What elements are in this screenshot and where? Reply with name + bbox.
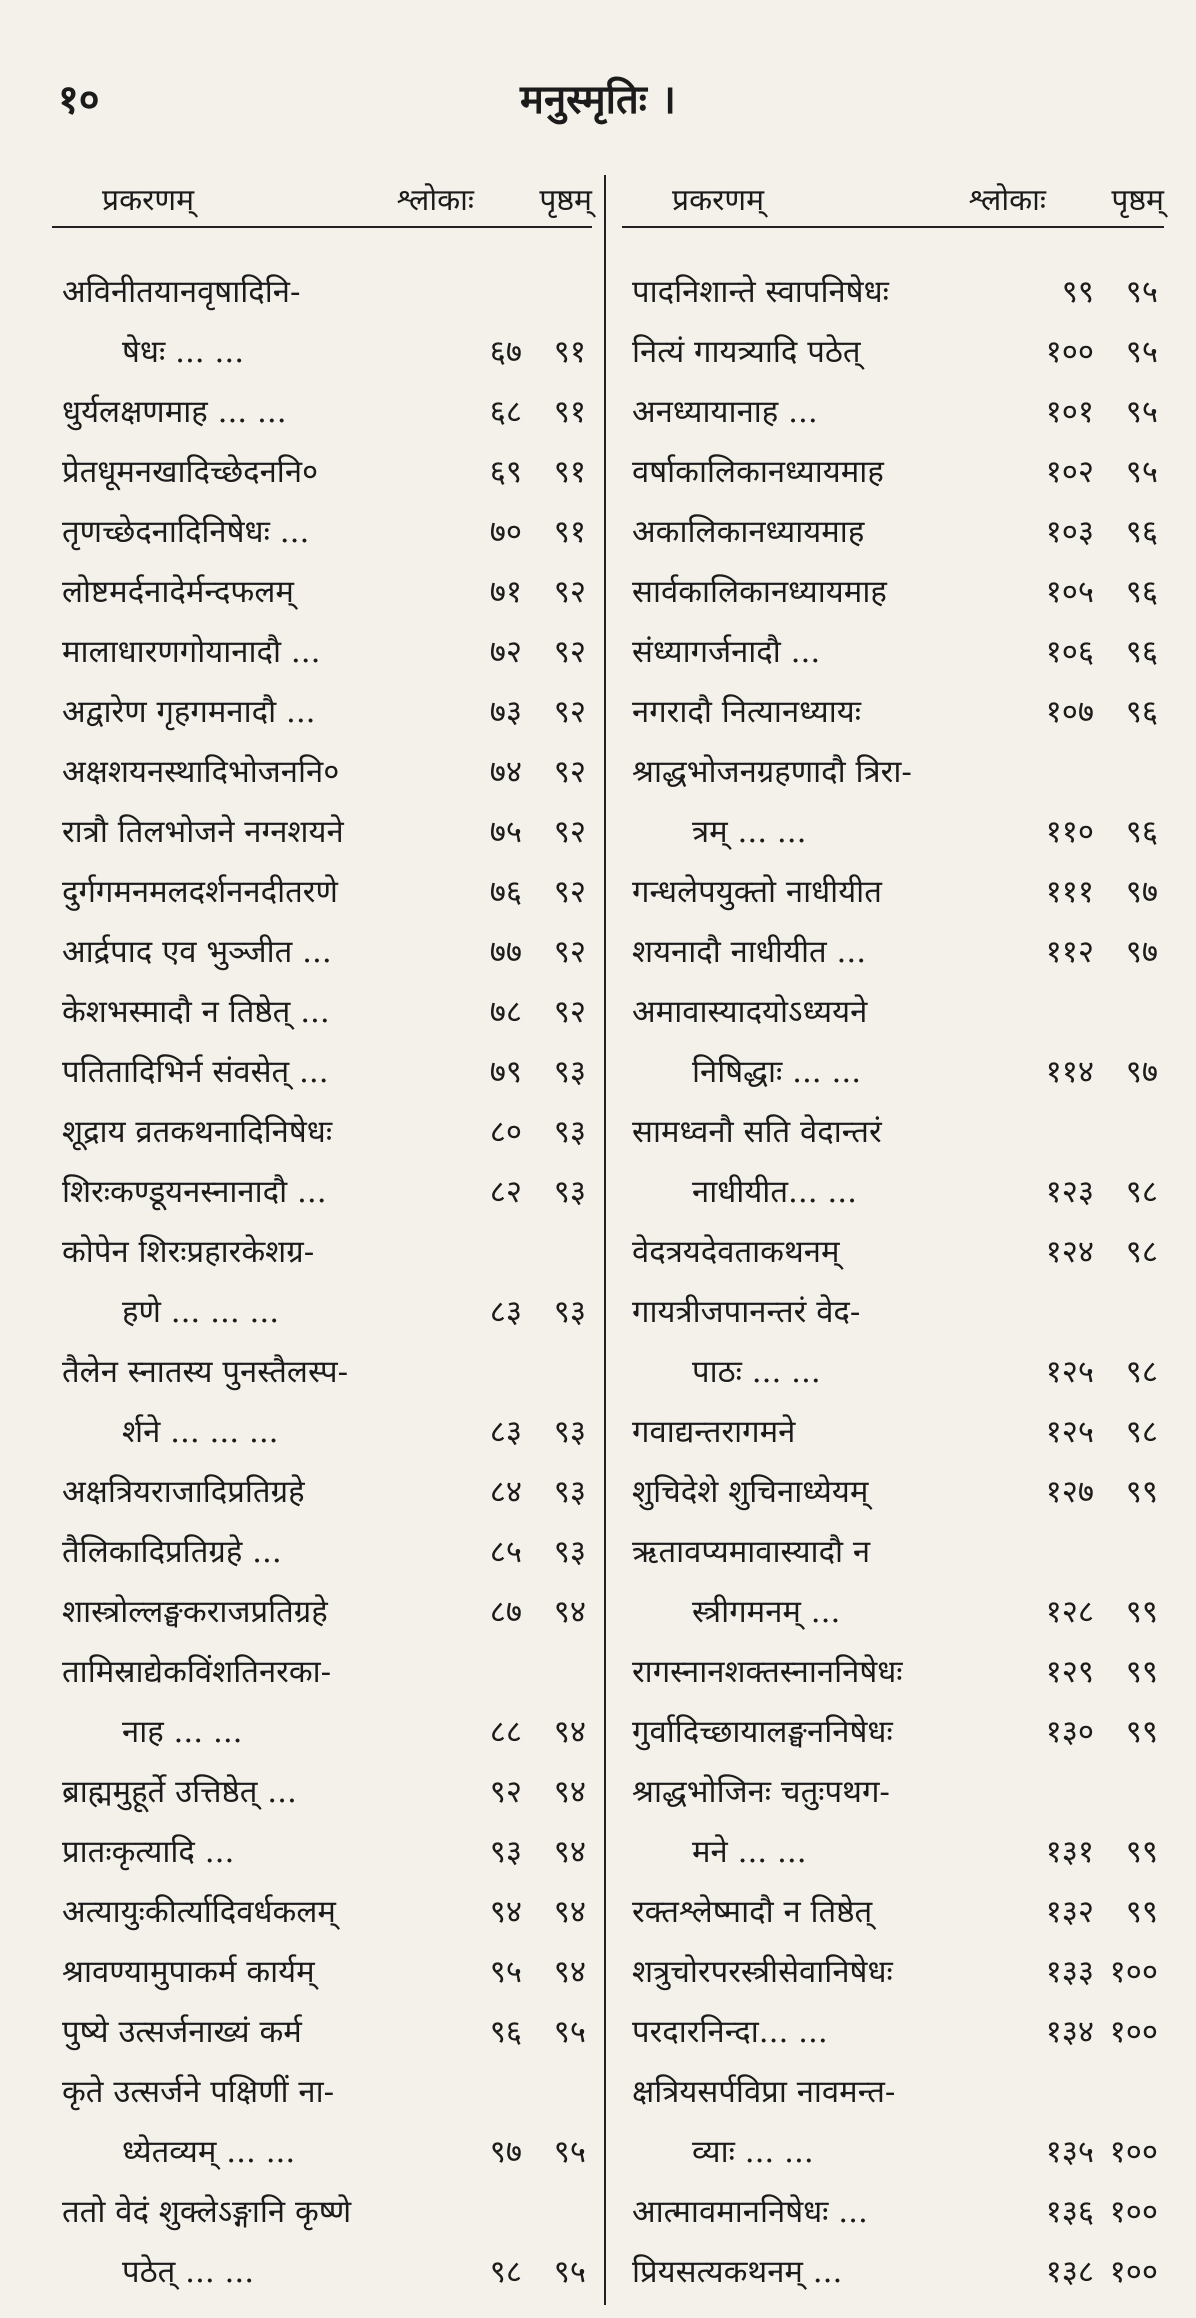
entry-page-number: ९२ [553,574,586,610]
index-entry-line [52,1340,592,1400]
entry-shloka-number: १०० [1045,334,1094,370]
entry-topic: आर्द्रपाद एव भुञ्जीत ... [62,934,332,970]
entry-page-number: ९४ [553,1594,586,1630]
index-entry-line [52,1580,592,1640]
index-entry-line [622,260,1164,320]
entry-page-number: ९२ [553,994,586,1030]
entry-page-number: ९६ [1125,574,1158,610]
entry-topic: त्रम् ... ... [692,814,807,850]
column-header [52,170,592,222]
entry-page-number: १०० [1109,2014,1158,2050]
entry-topic: शिरःकण्डूयनस्नानादौ ... [62,1174,327,1210]
index-entry-line [622,1940,1164,2000]
entry-page-number: ९४ [553,1834,586,1870]
entry-shloka-number: १०५ [1045,574,1094,610]
entry-topic: तैलेन स्नातस्य पुनस्तैलस्प- [62,1354,349,1390]
index-entry-line [622,1460,1164,1520]
entry-shloka-number: ६८ [489,394,522,430]
entry-topic: गुर्वादिच्छायालङ्घननिषेधः [632,1714,893,1750]
entry-page-number: ९७ [1125,874,1158,910]
index-entry-line [52,2120,592,2180]
column-header [622,170,1164,222]
entry-page-number: ९३ [553,1114,586,1150]
entry-topic: पठेत् ... ... [122,2254,255,2290]
entry-topic: आत्मावमाननिषेधः ... [632,2194,868,2230]
entry-page-number: १०० [1109,2134,1158,2170]
index-entry-line [622,1100,1164,1160]
entry-topic: ऋतावप्यमावास्यादौ न [632,1534,871,1570]
entry-topic: अनध्यायानाह ... [632,394,818,430]
entry-page-number: १०० [1109,1954,1158,1990]
index-entry-line [52,680,592,740]
entry-topic: श्राद्धभोजनग्रहणादौ त्रिरा- [632,754,912,790]
entry-page-number: ९३ [553,1054,586,1090]
entry-shloka-number: ९६ [489,2014,522,2050]
entry-topic: व्याः ... ... [692,2134,814,2170]
entry-topic: पादनिशान्ते स्वापनिषेधः [632,274,889,310]
index-column-right [622,170,1164,2300]
entry-topic: शास्त्रोल्लङ्घकराजप्रतिग्रहे [62,1594,328,1630]
index-entry-line [622,980,1164,1040]
index-entry-line [52,620,592,680]
entry-topic: रात्रौ तिलभोजने नग्नशयने [62,814,344,850]
entry-page-number: ९५ [1125,334,1158,370]
entry-page-number: ९३ [553,1534,586,1570]
topic-heading: प्रकरणम् [102,183,195,218]
entry-page-number: ९९ [1125,1714,1158,1750]
index-entry-line [52,1640,592,1700]
entry-shloka-number: १३५ [1045,2134,1094,2170]
entry-shloka-number: ८५ [489,1534,522,1570]
index-entry-line [52,1700,592,1760]
index-entry-line [622,2000,1164,2060]
entry-page-number: ९७ [1125,934,1158,970]
entry-shloka-number: ७५ [489,814,522,850]
entry-page-number: ९३ [553,1414,586,1450]
entry-page-number: ९५ [1125,454,1158,490]
entry-shloka-number: ११२ [1045,934,1094,970]
entry-shloka-number: १२७ [1045,1474,1094,1510]
header-rule [622,226,1164,228]
index-entry-line [52,500,592,560]
entry-page-number: ९९ [1125,1474,1158,1510]
topic-heading: प्रकरणम् [672,183,765,218]
entry-shloka-number: १०३ [1045,514,1094,550]
index-entry-line [622,2060,1164,2120]
page-header [0,70,1196,130]
entry-shloka-number: १३८ [1045,2254,1094,2290]
entry-page-number: ९३ [553,1294,586,1330]
index-entry-line [622,860,1164,920]
index-entry-line [622,1580,1164,1640]
entry-topic: वर्षाकालिकानध्यायमाह [632,454,884,490]
entry-topic: प्रेतधूमनखादिच्छेदननि० [62,454,319,490]
index-entry-line [52,2060,592,2120]
entry-page-number: १०० [1109,2194,1158,2230]
entry-shloka-number: १२८ [1045,1594,1094,1630]
index-entry-line [622,920,1164,980]
entry-page-number: ९६ [1125,694,1158,730]
entry-topic: श्राद्धभोजिनः चतुःपथग- [632,1774,890,1810]
entry-shloka-number: ७८ [489,994,522,1030]
index-entry-line [622,1760,1164,1820]
entry-topic: अक्षत्रियराजादिप्रतिग्रहे [62,1474,305,1510]
entry-page-number: ९६ [1125,514,1158,550]
page-number: १० [58,76,100,123]
entry-page-number: ९८ [1125,1174,1158,1210]
index-entry-line [52,1160,592,1220]
entry-topic: अत्यायुःकीर्त्यादिवर्धकलम् [62,1894,336,1930]
entry-shloka-number: ८८ [489,1714,522,1750]
index-entry-line [622,500,1164,560]
index-entry-line [622,680,1164,740]
index-entry-line [52,800,592,860]
index-entry-line [52,1760,592,1820]
entry-shloka-number: ९२ [489,1774,522,1810]
entry-page-number: ९१ [553,454,586,490]
index-entry-line [622,2180,1164,2240]
entry-topic: अविनीतयानवृषादिनि- [62,274,301,310]
entry-page-number: ९८ [1125,1414,1158,1450]
index-entry-line [52,2180,592,2240]
entry-topic: सार्वकालिकानध्यायमाह [632,574,887,610]
index-entry-line [622,1040,1164,1100]
entry-topic: पुष्ये उत्सर्जनाख्यं कर्म [62,2014,302,2050]
entry-shloka-number: ११० [1045,814,1094,850]
index-entry-line [622,380,1164,440]
entry-topic: षेधः ... ... [122,334,245,370]
entry-page-number: ९२ [553,874,586,910]
entry-page-number: ९२ [553,694,586,730]
entry-shloka-number: १३६ [1045,2194,1094,2230]
entry-page-number: ९२ [553,814,586,850]
entry-topic: अकालिकानध्यायमाह [632,514,865,550]
entry-shloka-number: ९५ [489,1954,522,1990]
index-entry-line [622,1640,1164,1700]
entry-shloka-number: ११४ [1045,1054,1094,1090]
index-entry-line [52,1520,592,1580]
entry-topic: मालाधारणगोयानादौ ... [62,634,321,670]
running-title: मनुस्मृतिः । [520,76,676,123]
index-entry-line [622,440,1164,500]
entry-topic: अक्षशयनस्थादिभोजननि० [62,754,340,790]
shloka-heading: श्लोकाः [396,183,474,218]
index-entry-line [52,440,592,500]
entry-topic: संध्यागर्जनादौ ... [632,634,821,670]
entry-shloka-number: १३० [1045,1714,1094,1750]
entry-page-number: ९५ [1125,394,1158,430]
entry-topic: प्रियसत्यकथनम् ... [632,2254,843,2290]
entry-topic: नाह ... ... [122,1714,243,1750]
page-heading: पृष्ठम् [539,183,592,218]
entry-shloka-number: १३१ [1045,1834,1094,1870]
entry-page-number: ९५ [1125,274,1158,310]
entry-topic: हणे ... ... ... [122,1294,280,1330]
entry-page-number: ९६ [1125,634,1158,670]
entry-topic: परदारनिन्दा... ... [632,2014,828,2050]
entry-shloka-number: ७१ [489,574,522,610]
entry-topic: धुर्यलक्षणमाह ... ... [62,394,287,430]
entry-list [622,260,1164,2300]
entry-page-number: ९३ [553,1174,586,1210]
index-entry-line [52,1100,592,1160]
entry-topic: शत्रुचोरपरस्त्रीसेवानिषेधः [632,1954,893,1990]
entry-shloka-number: १२५ [1045,1354,1094,1390]
entry-shloka-number: ७२ [489,634,522,670]
entry-shloka-number: ७७ [489,934,522,970]
entry-shloka-number: १०१ [1045,394,1094,430]
entry-page-number: ९८ [1125,1354,1158,1390]
entry-topic: प्रातःकृत्यादि ... [62,1834,235,1870]
entry-shloka-number: ६७ [489,334,522,370]
index-entry-line [622,1700,1164,1760]
entry-page-number: ९९ [1125,1654,1158,1690]
entry-page-number: ९१ [553,514,586,550]
entry-page-number: ९९ [1125,1594,1158,1630]
entry-topic: नाधीयीत... ... [692,1174,857,1210]
entry-shloka-number: १२९ [1045,1654,1094,1690]
index-entry-line [622,560,1164,620]
entry-topic: ध्येतव्यम् ... ... [122,2134,296,2170]
index-entry-line [622,1160,1164,1220]
entry-shloka-number: ९४ [489,1894,522,1930]
index-entry-line [52,1460,592,1520]
entry-topic: नित्यं गायत्र्यादि पठेत् [632,334,861,370]
entry-topic: अद्वारेण गृहगमनादौ ... [62,694,316,730]
entry-shloka-number: १०७ [1045,694,1094,730]
entry-shloka-number: ८७ [489,1594,522,1630]
entry-page-number: ९६ [1125,814,1158,850]
shloka-heading: श्लोकाः [968,183,1046,218]
entry-topic: श्रावण्यामुपाकर्म कार्यम् [62,1954,315,1990]
entry-topic: अमावास्यादयोऽध्ययने [632,994,868,1030]
entry-topic: रागस्नानशक्तस्नाननिषेधः [632,1654,903,1690]
index-entry-line [52,380,592,440]
entry-topic: ततो वेदं शुक्लेऽङ्गानि कृष्णे [62,2194,352,2230]
index-entry-line [52,1820,592,1880]
entry-shloka-number: ८२ [489,1174,522,1210]
entry-page-number: ९१ [553,394,586,430]
entry-page-number: ९५ [553,2014,586,2050]
entry-shloka-number: १२४ [1045,1234,1094,1270]
entry-shloka-number: ९८ [489,2254,522,2290]
entry-shloka-number: १३३ [1045,1954,1094,1990]
index-entry-line [622,1400,1164,1460]
index-entry-line [52,920,592,980]
entry-page-number: ९९ [1125,1894,1158,1930]
entry-page-number: ९४ [553,1774,586,1810]
entry-shloka-number: १३४ [1045,2014,1094,2050]
entry-shloka-number: १२३ [1045,1174,1094,1210]
index-entry-line [622,2240,1164,2300]
index-entry-line [52,260,592,320]
entry-topic: शूद्राय व्रतकथनादिनिषेधः [62,1114,333,1150]
entry-topic: शुचिदेशे शुचिनाध्येयम् [632,1474,869,1510]
entry-topic: पतितादिभिर्न संवसेत् ... [62,1054,329,1090]
entry-shloka-number: १२५ [1045,1414,1094,1450]
entry-topic: तृणच्छेदनादिनिषेधः ... [62,514,310,550]
index-entry-line [52,320,592,380]
index-entry-line [622,620,1164,680]
column-divider [604,175,606,2305]
index-entry-line [52,1220,592,1280]
entry-shloka-number: १११ [1045,874,1094,910]
entry-topic: दुर्गगमनमलदर्शननदीतरणे [62,874,338,910]
index-entry-line [622,1220,1164,1280]
index-entry-line [622,320,1164,380]
entry-page-number: ९९ [1125,1834,1158,1870]
entry-page-number: ९१ [553,334,586,370]
entry-topic: क्षत्रियसर्पविप्रा नावमन्त- [632,2074,896,2110]
entry-page-number: ९२ [553,754,586,790]
index-entry-line [52,1400,592,1460]
index-entry-line [622,800,1164,860]
entry-topic: कोपेन शिरःप्रहारकेशग्र- [62,1234,315,1270]
index-column-left [52,170,592,2300]
index-entry-line [622,1340,1164,1400]
entry-topic: कृते उत्सर्जने पक्षिणीं ना- [62,2074,335,2110]
entry-shloka-number: ७४ [489,754,522,790]
entry-shloka-number: १०२ [1045,454,1094,490]
entry-shloka-number: ८४ [489,1474,522,1510]
index-entry-line [52,1940,592,2000]
index-entry-line [622,1520,1164,1580]
entry-list [52,260,592,2300]
index-entry-line [52,1280,592,1340]
page-heading: पृष्ठम् [1111,183,1164,218]
entry-topic: गायत्रीजपानन्तरं वेद- [632,1294,861,1330]
entry-topic: मने ... ... [692,1834,807,1870]
entry-shloka-number: ८० [489,1114,522,1150]
entry-topic: गवाद्यन्तरागमने [632,1414,796,1450]
index-entry-line [52,560,592,620]
entry-topic: तामिस्राद्येकविंशतिनरका- [62,1654,332,1690]
entry-shloka-number: ७० [489,514,522,550]
entry-shloka-number: ७९ [489,1054,522,1090]
entry-shloka-number: ८३ [489,1414,522,1450]
entry-topic: नगरादौ नित्यानध्यायः [632,694,862,730]
entry-shloka-number: ९७ [489,2134,522,2170]
entry-shloka-number: १३२ [1045,1894,1094,1930]
entry-topic: लोष्टमर्दनादेर्मन्दफलम् [62,574,294,610]
entry-topic: र्शने ... ... ... [122,1414,279,1450]
entry-topic: निषिद्धाः ... ... [692,1054,862,1090]
entry-topic: सामध्वनौ सति वेदान्तरं [632,1114,882,1150]
entry-topic: वेदत्रयदेवताकथनम् [632,1234,840,1270]
entry-page-number: १०० [1109,2254,1158,2290]
index-entry-line [52,1880,592,1940]
index-entry-line [52,1040,592,1100]
index-entry-line [622,2120,1164,2180]
entry-topic: तैलिकादिप्रतिग्रहे ... [62,1534,282,1570]
index-entry-line [52,2000,592,2060]
entry-page-number: ९५ [553,2254,586,2290]
entry-shloka-number: ९३ [489,1834,522,1870]
entry-page-number: ९५ [553,2134,586,2170]
entry-page-number: ९८ [1125,1234,1158,1270]
entry-shloka-number: ८३ [489,1294,522,1330]
entry-page-number: ९२ [553,934,586,970]
entry-topic: केशभस्मादौ न तिष्ठेत् ... [62,994,330,1030]
index-entry-line [622,1820,1164,1880]
entry-shloka-number: ९९ [1061,274,1094,310]
entry-shloka-number: ६९ [489,454,522,490]
entry-page-number: ९७ [1125,1054,1158,1090]
entry-topic: रक्तश्लेष्मादौ न तिष्ठेत् [632,1894,873,1930]
entry-page-number: ९२ [553,634,586,670]
index-entry-line [52,980,592,1040]
entry-shloka-number: १०६ [1045,634,1094,670]
index-entry-line [52,740,592,800]
entry-shloka-number: ७६ [489,874,522,910]
header-rule [52,226,592,228]
index-entry-line [622,1880,1164,1940]
index-entry-line [622,1280,1164,1340]
entry-topic: ब्राह्ममुहूर्ते उत्तिष्ठेत् ... [62,1774,297,1810]
entry-page-number: ९४ [553,1714,586,1750]
index-entry-line [52,860,592,920]
index-entry-line [622,740,1164,800]
index-entry-line [52,2240,592,2300]
entry-topic: स्त्रीगमनम् ... [692,1594,841,1630]
entry-topic: शयनादौ नाधीयीत ... [632,934,867,970]
entry-topic: पाठः ... ... [692,1354,821,1390]
entry-shloka-number: ७३ [489,694,522,730]
entry-page-number: ९४ [553,1954,586,1990]
entry-page-number: ९४ [553,1894,586,1930]
entry-topic: गन्धलेपयुक्तो नाधीयीत [632,874,882,910]
entry-page-number: ९३ [553,1474,586,1510]
